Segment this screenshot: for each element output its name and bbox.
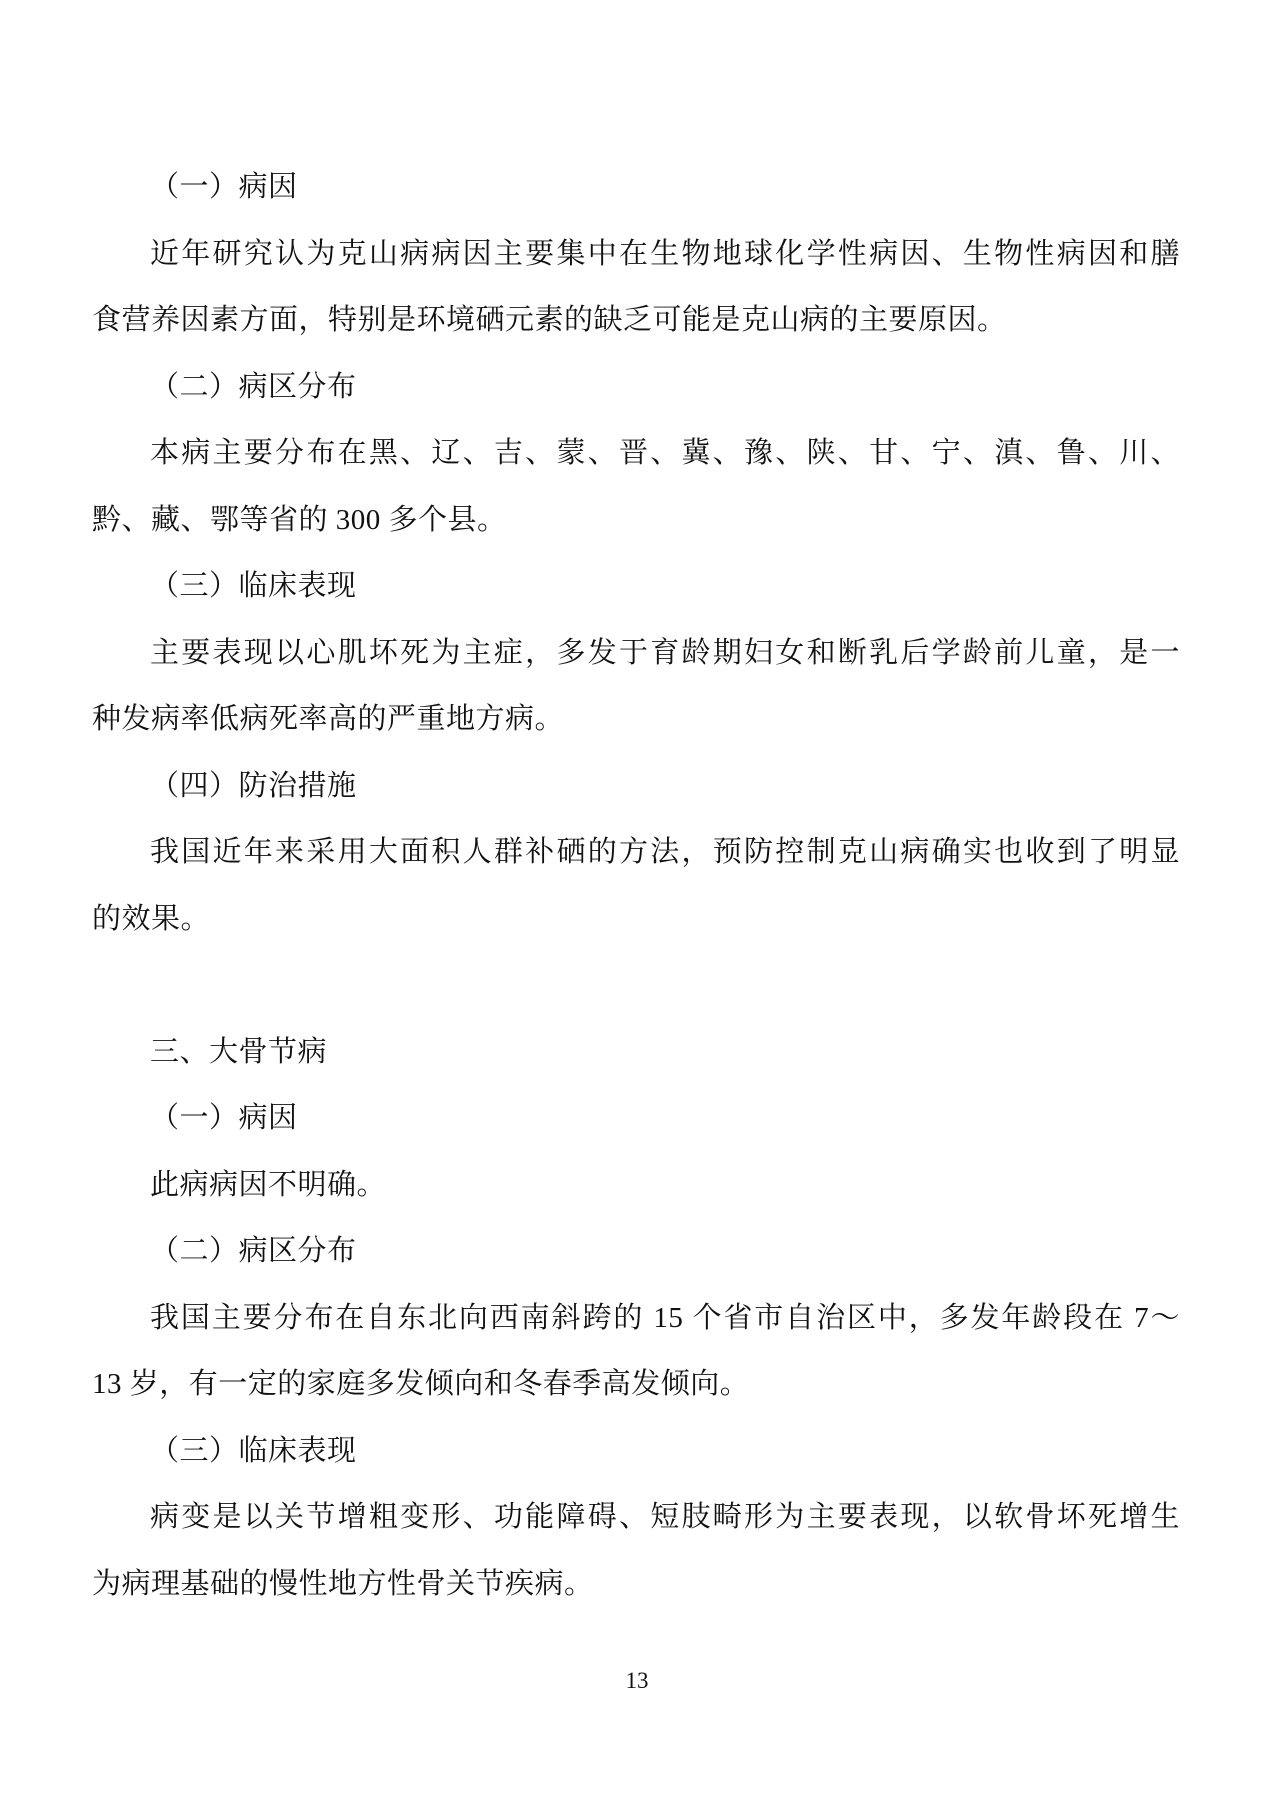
text-line: （四）防治措施	[150, 769, 357, 802]
text-line: 我国近年来采用大面积人群补硒的方法，预防控制克山病确实也收到了明显	[150, 836, 1180, 868]
text-line: 黔、藏、鄂等省的 300 多个县。	[92, 503, 507, 536]
text-line: 种发病率低病死率高的严重地方病。	[92, 703, 565, 735]
text-line: 食营养因素方面，特别是环境硒元素的缺乏可能是克山病的主要原因。	[92, 304, 1007, 336]
text-line: （三）临床表现	[150, 570, 357, 602]
text-line: 我国主要分布在自东北向西南斜跨的 15 个省市自治区中，多发年龄段在 7～	[150, 1301, 1180, 1334]
text-line: （二）病区分布	[150, 1235, 357, 1267]
text-line: （一）病因	[150, 1102, 298, 1134]
text-line: 本病主要分布在黑、辽、吉、蒙、晋、冀、豫、陕、甘、宁、滇、鲁、川、	[150, 437, 1180, 469]
text-line: 为病理基础的慢性地方性骨关节疾病。	[92, 1567, 594, 1600]
document-body	[92, 154, 1180, 1617]
text-line: 主要表现以心肌坏死为主症，多发于育龄期妇女和断乳后学龄前儿童，是一	[150, 636, 1180, 669]
text-line: 近年研究认为克山病病因主要集中在生物地球化学性病因、生物性病因和膳	[150, 237, 1180, 270]
text-line: 的效果。	[92, 902, 211, 935]
text-line	[92, 952, 1180, 1019]
text-line: 三、大骨节病	[150, 1035, 328, 1068]
text-line: 此病病因不明确。	[150, 1168, 387, 1201]
text-line: 13 岁，有一定的家庭多发倾向和冬春季高发倾向。	[92, 1368, 750, 1400]
text-line: （二）病区分布	[150, 370, 357, 403]
page-number: 13	[625, 1668, 649, 1693]
text-line: 病变是以关节增粗变形、功能障碍、短肢畸形为主要表现，以软骨坏死增生	[150, 1501, 1180, 1533]
text-line: （一）病因	[150, 171, 298, 203]
text-line: （三）临床表现	[150, 1434, 357, 1467]
